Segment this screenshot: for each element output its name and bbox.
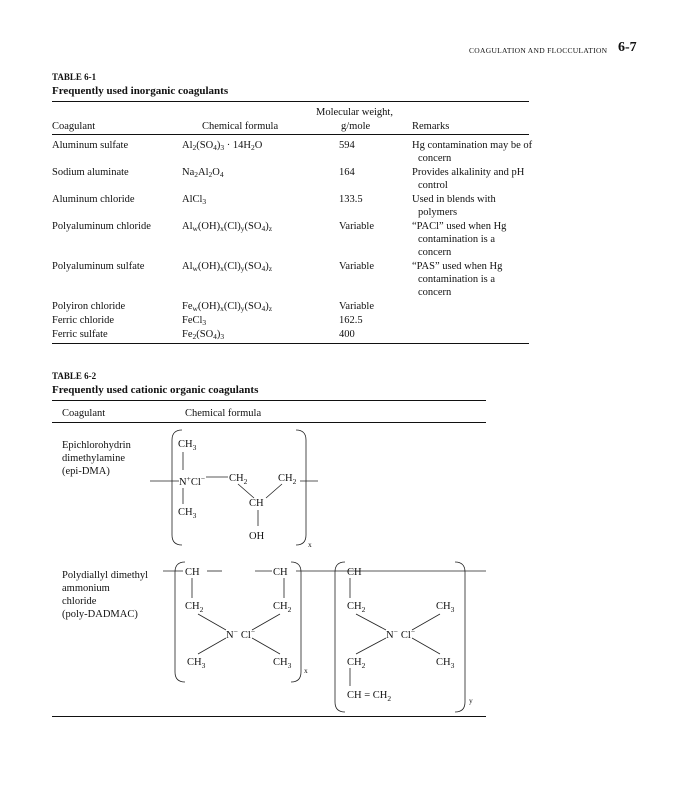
label-ch3-1: $CH_3$ bbox=[187, 657, 206, 670]
table-row: Ferric chloride bbox=[52, 315, 115, 326]
formula-polyaluminum-sulfate: $Al_w(OH)_x(Cl)_y(SO_4)_z$ bbox=[182, 261, 273, 273]
formula-ferric-chloride: FeCl$_3$ bbox=[182, 315, 207, 327]
table1-col-remarks: Remarks bbox=[412, 121, 450, 132]
label-ch2-a: $CH_2$ bbox=[229, 473, 248, 486]
label-x-1: x bbox=[308, 540, 312, 549]
label-ch3-bottom: $CH_3$ bbox=[178, 507, 197, 520]
coagulant-name-line: dimethylamine bbox=[62, 453, 125, 464]
bracket-right bbox=[296, 430, 306, 545]
label-ch2-1: $CH_2$ bbox=[185, 601, 204, 614]
label-ch: CH bbox=[249, 498, 264, 509]
label-ch-1: CH bbox=[185, 567, 200, 578]
coagulant-name-line: (poly-DADMAC) bbox=[62, 609, 138, 620]
table1-label: TABLE 6-1 bbox=[52, 72, 97, 82]
label-ch3-3: $CH_3$ bbox=[436, 601, 455, 614]
label-oh: OH bbox=[249, 531, 265, 542]
table2-col-coagulant: Coagulant bbox=[62, 408, 106, 419]
label-ch2-4: $CH_2$ bbox=[347, 657, 366, 670]
label-ch2-b: $CH_2$ bbox=[278, 473, 297, 486]
table-row: Polyaluminum chloride bbox=[52, 221, 151, 232]
remarks-cell: Hg contamination may be of concern bbox=[412, 140, 533, 164]
table2-col-formula: Chemical formula bbox=[185, 408, 262, 419]
label-ch-3: CH bbox=[347, 567, 362, 578]
formula-aluminum-chloride: AlCl$_3$ bbox=[182, 194, 207, 206]
formula-sodium-aluminate: $Na_2Al_2O_4$ bbox=[182, 167, 224, 179]
label-n-cl-1: N− Cl− bbox=[226, 627, 255, 641]
label-ch-2: CH bbox=[273, 567, 288, 578]
table-row: Polyaluminum sulfate bbox=[52, 261, 145, 272]
label-n-cl: N+Cl− bbox=[179, 474, 205, 488]
table2-bottom-rule bbox=[52, 716, 486, 717]
label-n-cl-2: N− Cl− bbox=[386, 627, 415, 641]
page-number: 6-7 bbox=[618, 40, 637, 55]
running-header-title: COAGULATION AND FLOCCULATION bbox=[469, 46, 608, 55]
remarks-cell: Used in blends with polymers bbox=[412, 194, 496, 218]
table1-col-mw-line2: g/mole bbox=[341, 121, 371, 132]
table2-label: TABLE 6-2 bbox=[52, 371, 97, 381]
label-ch2-2: $CH_2$ bbox=[273, 601, 292, 614]
table1-caption: Frequently used inorganic coagulants bbox=[52, 85, 229, 97]
remarks-cell: Provides alkalinity and pH control bbox=[412, 167, 525, 191]
mw-cell: 162.5 bbox=[339, 315, 363, 326]
table1-col-mw-line1: Molecular weight, bbox=[316, 107, 393, 118]
coagulant-name-line: ammonium bbox=[62, 583, 110, 594]
coagulant-name-line: Polydiallyl dimethyl bbox=[62, 570, 149, 581]
formula-polyiron-chloride: $Fe_w(OH)_x(Cl)_y(SO_4)_z$ bbox=[182, 301, 273, 313]
label-ch3-2: $CH_3$ bbox=[273, 657, 292, 670]
table-row: Aluminum chloride bbox=[52, 194, 135, 205]
label-x-2: x bbox=[304, 666, 308, 675]
coagulant-name-line: (epi-DMA) bbox=[62, 466, 110, 477]
label-y: y bbox=[469, 696, 473, 705]
label-vinyl: CH = $CH_2$ bbox=[347, 690, 392, 703]
mw-cell: 594 bbox=[339, 140, 355, 151]
formula-polyaluminum-chloride: $Al_w(OH)_x(Cl)_y(SO_4)_z$ bbox=[182, 221, 273, 233]
label-ch2-3: $CH_2$ bbox=[347, 601, 366, 614]
table2-caption: Frequently used cationic organic coagulants bbox=[52, 384, 259, 396]
remarks-cell: “PAS” used when Hg contamination is a concern bbox=[412, 261, 503, 298]
mw-cell: Variable bbox=[339, 221, 374, 232]
label-ch3-4: $CH_3$ bbox=[436, 657, 455, 670]
mw-cell: 133.5 bbox=[339, 194, 363, 205]
coagulant-name-line: Epichlorohydrin bbox=[62, 440, 131, 451]
mw-cell: 164 bbox=[339, 167, 355, 178]
table-row: Sodium aluminate bbox=[52, 167, 129, 178]
mw-cell: 400 bbox=[339, 329, 355, 340]
mw-cell: Variable bbox=[339, 301, 374, 312]
formula-aluminum-sulfate: $Al_2(SO_4)_3 \cdot 14H_2O$ bbox=[182, 140, 263, 152]
label-ch3-top: $CH_3$ bbox=[178, 439, 197, 452]
coagulant-name-line: chloride bbox=[62, 596, 97, 607]
table1-col-coagulant: Coagulant bbox=[52, 121, 96, 132]
table-row: Polyiron chloride bbox=[52, 301, 126, 312]
remarks-cell: “PACl” used when Hg contamination is a concern bbox=[412, 221, 507, 258]
table-row: Aluminum sulfate bbox=[52, 140, 129, 151]
table-row: Ferric sulfate bbox=[52, 329, 108, 340]
table1-col-formula: Chemical formula bbox=[202, 121, 279, 132]
formula-ferric-sulfate: $Fe_2(SO_4)_3$ bbox=[182, 329, 225, 341]
mw-cell: Variable bbox=[339, 261, 374, 272]
